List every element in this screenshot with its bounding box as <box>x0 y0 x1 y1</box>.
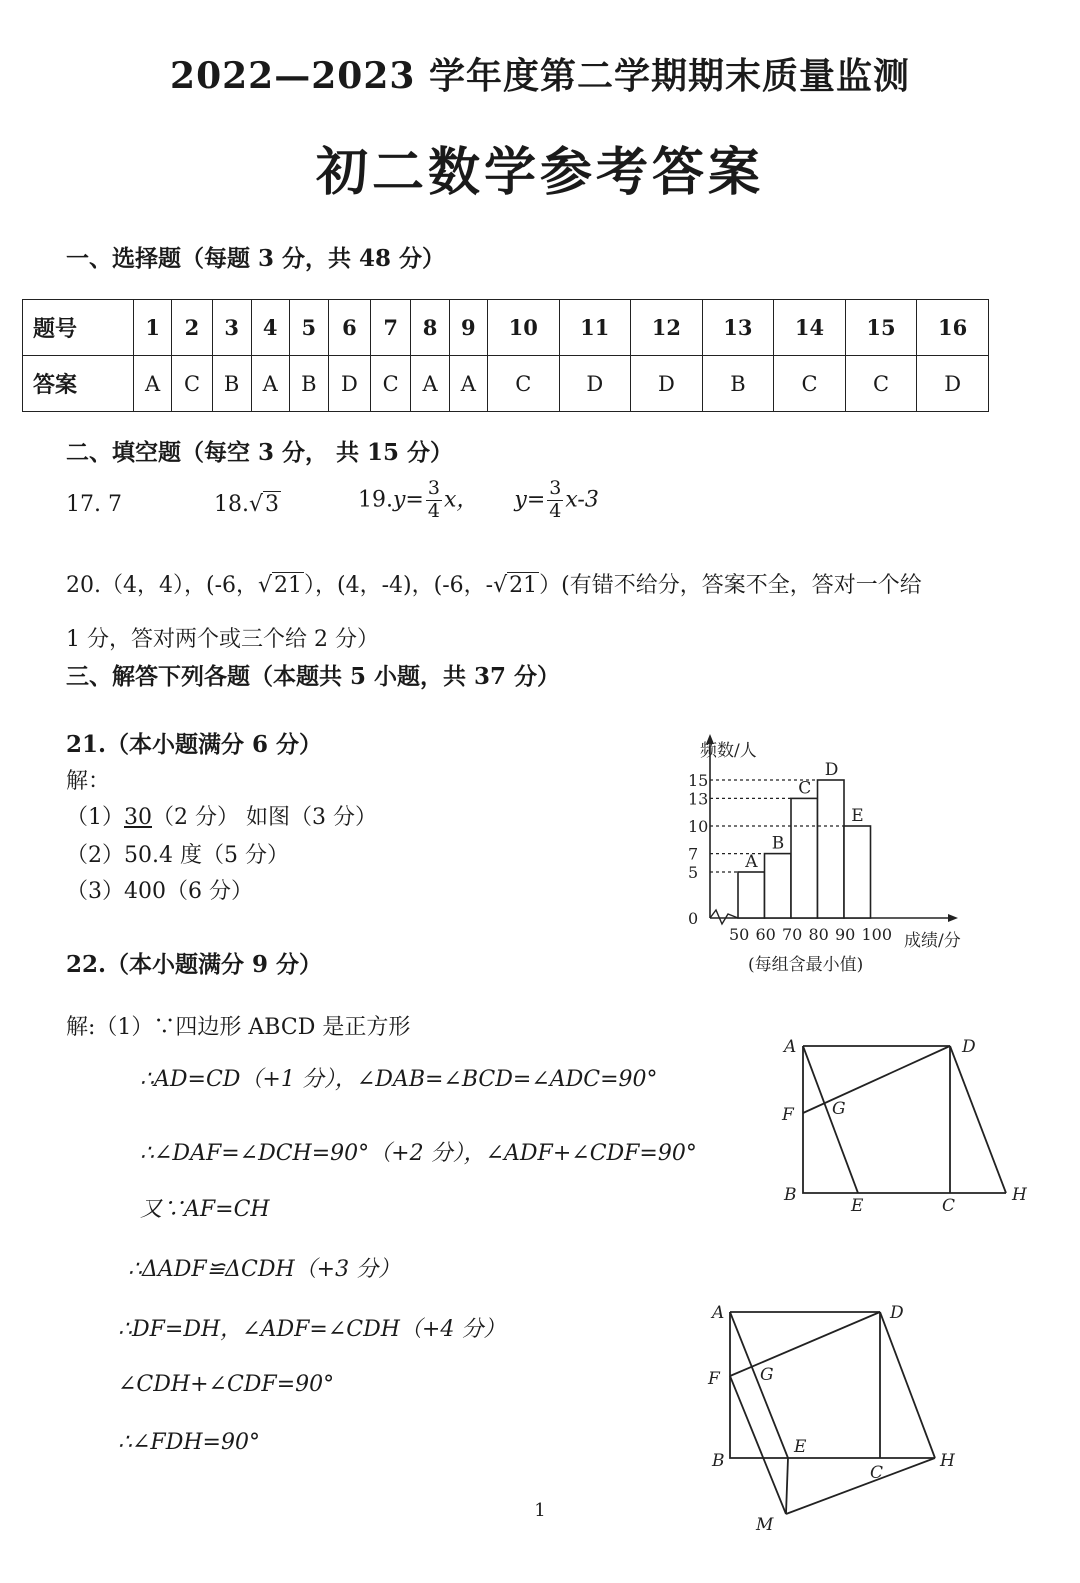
answer-cell: D <box>631 356 703 412</box>
x-axis-arrow <box>948 914 958 922</box>
question-number: 12 <box>631 300 703 356</box>
y-axis-label: 频数/人 <box>700 741 757 761</box>
question-number: 7 <box>371 300 411 356</box>
answer-17: 17. 7 <box>66 492 122 517</box>
y-tick-label: 13 <box>688 789 709 809</box>
segment-dh <box>880 1312 935 1458</box>
answer-19-tail2: x-3 <box>565 487 599 513</box>
histogram-chart <box>660 730 980 980</box>
question-number: 15 <box>845 300 917 356</box>
question-number: 4 <box>251 300 289 356</box>
square-side-ab-bh <box>730 1312 935 1458</box>
question-number-row <box>23 300 989 356</box>
question-number: 13 <box>702 300 774 356</box>
geometry-figure-1 <box>770 1028 1040 1228</box>
q22-line-5: ∴ΔADF≌ΔCDH（+3 分） <box>128 1257 401 1282</box>
point-label-g: G <box>832 1099 846 1119</box>
fraction-1 <box>426 478 442 523</box>
answer-20 <box>66 568 922 599</box>
x-tick-label: 70 <box>782 925 803 944</box>
fraction-2 <box>547 478 563 523</box>
answer-cell: C <box>172 356 212 412</box>
axis-break <box>710 910 738 924</box>
row-label-answer: 答案 <box>23 356 134 412</box>
point-label-d: D <box>890 1303 904 1323</box>
section2-heading: 二、填空题（每空 3 分， 共 15 分） <box>66 439 454 466</box>
page-number: 1 <box>534 1500 546 1521</box>
histogram-bar <box>791 798 818 918</box>
x-tick-label: 50 <box>729 925 750 944</box>
answer-cell: B <box>289 356 328 412</box>
bar-label: E <box>851 806 864 826</box>
point-label-c: C <box>870 1463 884 1483</box>
histogram-plot <box>688 734 961 975</box>
question-number: 3 <box>212 300 251 356</box>
answer-cell: A <box>134 356 172 412</box>
answer-19-lhs1: y= <box>393 487 424 513</box>
q21-answer-1 <box>66 800 377 831</box>
x-tick-label: 90 <box>835 925 856 944</box>
x-tick-label: 80 <box>808 925 829 944</box>
document-title: 2022—2023 学年度第二学期期末质量监测 <box>170 55 910 97</box>
point-label-g: G <box>760 1365 774 1385</box>
point-label-b: B <box>712 1451 725 1471</box>
answer-cell: A <box>251 356 289 412</box>
histogram-bar <box>765 854 792 918</box>
x-axis-label: 成绩/分 <box>904 931 961 951</box>
point-label-a: A <box>712 1303 725 1323</box>
answer-19-tail1: x， <box>443 487 479 513</box>
question-number: 5 <box>289 300 328 356</box>
answer-20-continued: 1 分，答对两个或三个给 2 分） <box>66 627 379 652</box>
question-number: 10 <box>487 300 559 356</box>
y-tick-label: 7 <box>688 844 699 864</box>
answer-cell: D <box>917 356 989 412</box>
answer-20-part-c: ）(有错不给分，答案不全，答对一个给 <box>539 573 922 598</box>
section3-heading: 三、解答下列各题（本题共 5 小题，共 37 分） <box>66 663 561 690</box>
q21-answer-3: （3）400（6 分） <box>66 879 253 904</box>
histogram-bar <box>844 826 871 918</box>
q21-jie: 解： <box>66 769 111 794</box>
answer-18-prefix: 18. <box>214 492 249 517</box>
q22-line-8: ∴∠FDH=90° <box>118 1430 260 1455</box>
segment-ae <box>730 1312 788 1458</box>
fraction-1-numerator: 3 <box>427 477 440 499</box>
histogram-bar <box>738 872 765 918</box>
answer-cell: A <box>411 356 449 412</box>
bar-label: D <box>824 760 839 780</box>
x-axis-note: (每组含最小值) <box>748 955 864 975</box>
segment-ae <box>803 1046 858 1193</box>
point-label-f: F <box>782 1105 794 1125</box>
question-number: 6 <box>328 300 370 356</box>
q22-line-6: ∴DF=DH，∠ADF=∠CDH（+4 分） <box>118 1317 506 1342</box>
point-label-b: B <box>784 1185 797 1205</box>
answer-cell: B <box>702 356 774 412</box>
answer-cell: D <box>328 356 370 412</box>
answer-20-part-b: ），(4，-4)，(-6，- <box>304 573 494 598</box>
point-label-h: H <box>1012 1185 1027 1205</box>
point-label-a: A <box>784 1037 797 1057</box>
square-side-ab-bh <box>803 1046 1006 1193</box>
question-number: 8 <box>411 300 449 356</box>
q21-answer-1-note: （2 分） 如图（3 分） <box>152 805 377 830</box>
question-number: 2 <box>172 300 212 356</box>
sqrt-symbol: √3 <box>249 492 280 517</box>
q22-heading: 22.（本小题满分 9 分） <box>66 951 323 978</box>
answer-19 <box>358 478 599 523</box>
question-number: 14 <box>774 300 846 356</box>
point-label-e: E <box>851 1196 864 1216</box>
q22-line-2: ∴AD=CD（+1 分），∠DAB=∠BCD=∠ADC=90° <box>140 1067 658 1092</box>
point-label-f: F <box>708 1369 720 1389</box>
x-tick-label: 100 <box>861 925 893 944</box>
answer-18 <box>214 492 281 517</box>
question-number: 9 <box>449 300 487 356</box>
answer-cell: B <box>212 356 251 412</box>
segment-dh <box>950 1046 1006 1193</box>
answer-row <box>23 356 989 412</box>
question-number: 1 <box>134 300 172 356</box>
x-tick-label: 60 <box>755 925 776 944</box>
answer-19-lhs2: y= <box>514 487 546 513</box>
answer-20-part-a: 20.（4，4），(-6， <box>66 573 258 598</box>
y-tick-label: 10 <box>688 817 709 836</box>
answer-table <box>22 299 989 412</box>
answer-19-prefix: 19. <box>358 487 393 513</box>
answer-20-radicand-1: 21 <box>274 573 303 598</box>
answer-cell: D <box>559 356 631 412</box>
y-tick-label: 0 <box>688 909 699 928</box>
q21-answer-1-label: （1） <box>66 805 124 830</box>
answer-20-radicand-2: 21 <box>509 573 538 598</box>
bar-label: C <box>798 778 812 799</box>
histogram-bar <box>818 780 845 918</box>
answer-cell: A <box>449 356 487 412</box>
section1-heading: 一、选择题（每题 3 分，共 48 分） <box>66 245 446 272</box>
q21-heading: 21.（本小题满分 6 分） <box>66 731 323 758</box>
q21-answer-1-value: 30 <box>124 805 152 830</box>
document-subtitle: 初二数学参考答案 <box>315 142 764 203</box>
answer-cell: C <box>487 356 559 412</box>
segment-fd <box>803 1046 950 1113</box>
segment-fm <box>730 1376 786 1514</box>
question-number: 16 <box>917 300 989 356</box>
q22-line-3: ∴∠DAF=∠DCH=90°（+2 分），∠ADF+∠CDF=90° <box>140 1141 697 1166</box>
fraction-2-numerator: 3 <box>549 477 562 499</box>
fraction-2-denominator: 4 <box>549 499 562 522</box>
fraction-1-denominator: 4 <box>427 499 440 522</box>
y-tick-label: 5 <box>688 863 699 882</box>
bar-label: B <box>771 833 785 854</box>
sqrt-symbol: √21 <box>258 573 303 598</box>
bar-label: A <box>745 852 758 872</box>
q22-line-4: 又∵AF=CH <box>140 1197 270 1222</box>
q21-answer-2: （2）50.4 度（5 分） <box>66 843 289 868</box>
point-label-m: M <box>756 1515 774 1535</box>
answer-cell: C <box>845 356 917 412</box>
point-label-e: E <box>794 1437 807 1457</box>
answer-cell: C <box>371 356 411 412</box>
y-tick-label: 15 <box>688 771 709 790</box>
sqrt-symbol: √21 <box>493 573 538 598</box>
q22-line-7: ∠CDH+∠CDF=90° <box>118 1372 335 1397</box>
row-label-question: 题号 <box>23 300 134 356</box>
q22-line-1: 解:（1）∵四边形 ABCD 是正方形 <box>66 1015 411 1040</box>
point-label-h: H <box>940 1451 955 1471</box>
point-label-d: D <box>962 1037 976 1057</box>
answer-18-radicand: 3 <box>265 492 280 517</box>
answer-cell: C <box>774 356 846 412</box>
question-number: 11 <box>559 300 631 356</box>
segment-fd <box>730 1312 880 1376</box>
point-label-c: C <box>942 1196 956 1216</box>
